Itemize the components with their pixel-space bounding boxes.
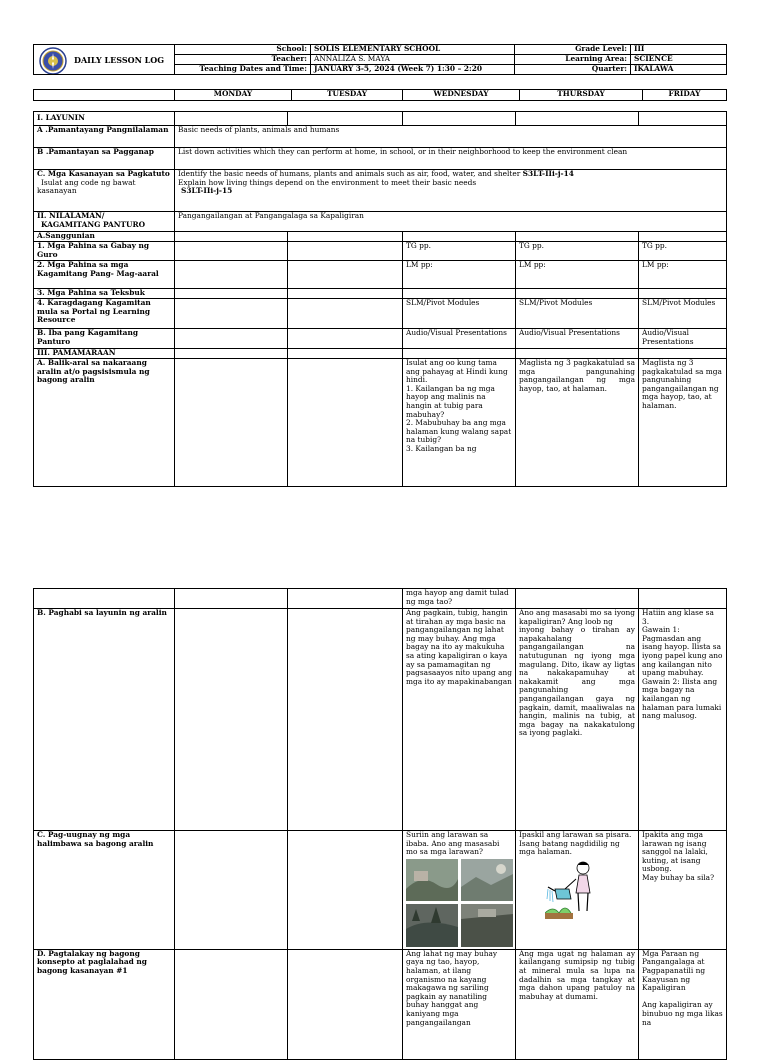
pagtalakay-thu: Ang mga ugat ng halaman ay kailangang sumipsip ng tubig at mineral mula sa lupa na dadalhin sa mga tangkay at mga dahon upang patuloy na mabuhay at dumami. — [516, 949, 639, 1059]
day-monday: MONDAY — [175, 90, 292, 101]
tg-wed: TG pp. — [403, 242, 516, 261]
pamantayan-pagganap-label: B .Pamantayan sa Pagganap — [34, 148, 175, 170]
grade-label: Grade Level: — [515, 45, 631, 55]
teacher-label: Teacher: — [175, 55, 311, 65]
lesson-table-page2 — [33, 588, 727, 1060]
tg-fri: TG pp. — [639, 242, 727, 261]
school-label: School: — [175, 45, 311, 55]
header-table — [33, 44, 727, 75]
pag-uugnay-wed: Suriin ang larawan sa ibaba. Ano ang masasabi mo sa mga larawan? — [403, 831, 516, 950]
pamantayang-pangnilalaman-text: Basic needs of plants, animals and humans — [175, 126, 727, 148]
teksbuk-label: 3. Mga Pahina sa Teksbuk — [34, 289, 175, 299]
kasanayan-label: C. Mga Kasanayan sa Pagkatuto — [37, 169, 170, 178]
pagtalakay-fri: Mga Paraan ng Pangangalaga at Pagpapanatili ng Kaayusan ng Kapaligiran Ang kapaligiran ay binubuo ng mga likas na — [639, 949, 727, 1059]
slm-fri: SLM/Pivot Modules — [639, 299, 727, 329]
quarter-label: Quarter: — [515, 65, 631, 75]
deped-seal-icon — [39, 47, 67, 75]
lm-fri: LM pp: — [639, 261, 727, 289]
girl-watering-plants-image — [545, 859, 607, 921]
tg-thu: TG pp. — [516, 242, 639, 261]
pamamaraan-heading: III. PAMAMARAAN — [34, 349, 175, 359]
dates-label: Teaching Dates and Time: — [175, 65, 311, 75]
balik-aral-wed: Isulat ang oo kung tama ang pahayag at Hindi kung hindi. 1. Kailangan ba ng mga hayop ang malinis na hangin at tubig para mabuhay? 2. Mabubuhay ba ang mga halaman kung walang sapat na tubig? 3. Kailangan ba ng — [403, 359, 516, 487]
lm-wed: LM pp: — [403, 261, 516, 289]
slm-wed: SLM/Pivot Modules — [403, 299, 516, 329]
continuation-wed: mga hayop ang damit tulad ng mga tao? — [403, 589, 516, 609]
pag-uugnay-fri: Ipakita ang mga larawan ng isang sanggol na lalaki, kuting, at isang usbong. May buhay ba sila? — [639, 831, 727, 950]
nilalaman-text: Pangangailangan at Pangangalaga sa Kapaligiran — [175, 212, 727, 232]
pamantayang-pangnilalaman-label: A .Pamantayang Pangnilalaman — [34, 126, 175, 148]
days-header-table — [33, 89, 727, 101]
balik-aral-label: A. Balik-aral sa nakaraang aralin at/o pagsisismula ng bagong aralin — [34, 359, 175, 487]
nilalaman-heading: II. NILALAMAN/ KAGAMITANG PANTURO — [34, 212, 175, 232]
area-value: SCIENCE — [631, 55, 727, 65]
slm-thu: SLM/Pivot Modules — [516, 299, 639, 329]
portal-label: 4. Karagdagang Kagamitan mula sa Portal ng Learning Resource — [34, 299, 175, 329]
area-label: Learning Area: — [515, 55, 631, 65]
av-thu: Audio/Visual Presentations — [516, 329, 639, 349]
lm-thu: LM pp: — [516, 261, 639, 289]
paghabi-wed: Ang pagkain, tubig, hangin at tirahan ay mga basic na pangangailangan ng lahat ng may buhay. Ang mga bagay na ito ay makukuha sa ating kapaligiran o kaya ay sa pamamagitan ng pagsasaayos nito upang ang mga ito ay mapakinabangan — [403, 609, 516, 831]
lesson-table-page1 — [33, 111, 727, 487]
sanggunian-label: A.Sanggunian — [34, 232, 175, 242]
grade-value: III — [631, 45, 727, 55]
pagtalakay-wed: Ang lahat ng may buhay gaya ng tao, hayop, halaman, at ilang organismo na kayang makagawa ng sariling pagkain ay nanatiling buhay hanggat ang kaniyang mga pangangailangan — [403, 949, 516, 1059]
daily-lesson-log-title: DAILY LESSON LOG — [74, 55, 165, 65]
layunin-heading: I. LAYUNIN — [34, 112, 175, 126]
dates-value: JANUARY 3-5, 2024 (Week 7) 1:30 – 2:20 — [311, 65, 515, 75]
kagamitang-label: 2. Mga Pahina sa mga Kagamitang Pang- Mag-aaral — [34, 261, 175, 289]
paghabi-label: B. Paghabi sa layunin ng aralin — [34, 609, 175, 831]
day-thursday: THURSDAY — [520, 90, 643, 101]
day-wednesday: WEDNESDAY — [403, 90, 520, 101]
av-fri: Audio/Visual Presentations — [639, 329, 727, 349]
iba-kagamitan-label: B. Iba pang Kagamitang Panturo — [34, 329, 175, 349]
pamantayan-pagganap-text: List down activities which they can perform at home, in school, or in their neighborhood to keep the environment clean — [175, 148, 727, 170]
environment-photos-image — [406, 859, 513, 947]
pag-uugnay-thu: Ipaskil ang larawan sa pisara. Isang batang nagdidilig ng mga halaman. — [516, 831, 639, 950]
quarter-value: IKALAWA — [631, 65, 727, 75]
school-value: SOLIS ELEMENTARY SCHOOL — [311, 45, 515, 55]
balik-aral-fri: Maglista ng 3 pagkakatulad sa mga pangunahing pangangailangan ng mga hayop, tao, at halaman. — [639, 359, 727, 487]
kasanayan-sub: Isulat ang code ng bawat kasanayan — [37, 177, 136, 196]
paghabi-fri: Hatiin ang klase sa 3. Gawain 1: Pagmasdan ang isang hayop. Ilista sa iyong papel kung ano ang kailangan nito upang mabuhay. Gawain 2: Ilista ang mga bagay na kailangan ng halaman para lumaki nang malusog. — [639, 609, 727, 831]
balik-aral-thu: Maglista ng 3 pagkakatulad sa mga pangunahing pangangailangan ng mga hayop, tao, at halaman. — [516, 359, 639, 487]
teacher-value: ANNALIZA S. MAYA — [311, 55, 515, 65]
kasanayan-text: Identify the basic needs of humans, plants and animals such as air, food, water, and shelter S3LT-IIi-j-14 Explain how living things depend on the environment to meet their basic needs S3LT-IIi-j-15 — [175, 170, 727, 212]
logo-cell — [34, 45, 175, 75]
pag-uugnay-label: C. Pag-uugnay ng mga halimbawa sa bagong aralin — [34, 831, 175, 950]
kasanayan-label-cell — [34, 170, 175, 212]
days-blank — [34, 90, 175, 101]
av-wed: Audio/Visual Presentations — [403, 329, 516, 349]
day-tuesday: TUESDAY — [292, 90, 403, 101]
gabay-guro-label: 1. Mga Pahina sa Gabay ng Guro — [34, 242, 175, 261]
day-friday: FRIDAY — [643, 90, 727, 101]
paghabi-thu: Ano ang masasabi mo sa iyong kapaligiran? Ang loob ng inyong bahay o tirahan ay napakahalang pangangailangan na natutugunan ng iyong mga magulang. Dito, ikaw ay ligtas na nakakapamuhay at nakakamit ang mga pangunahing pangangailangan gaya ng pagkain, damit, maaliwalas na hangin, malinis na tubig, at mga bagay na nakakatulong sa iyong paglaki. — [516, 609, 639, 831]
pagtalakay-label: D. Pagtalakay ng bagong konsepto at paglalahad ng bagong kasanayan #1 — [34, 949, 175, 1059]
